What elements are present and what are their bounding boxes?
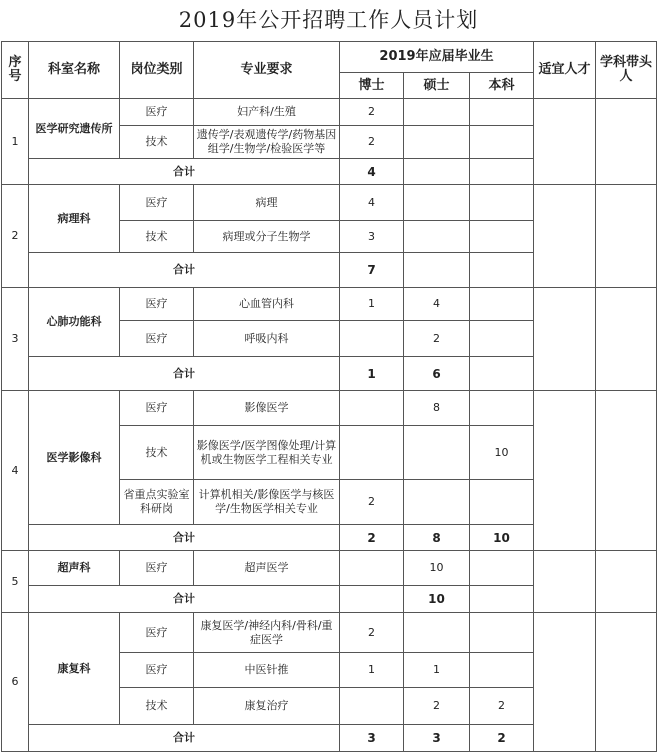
master-cell: 8 xyxy=(404,391,470,426)
talent-cell xyxy=(534,185,596,288)
header-talent: 适宜人才 xyxy=(534,42,596,99)
header-type: 岗位类别 xyxy=(120,42,194,99)
master-cell xyxy=(404,99,470,126)
total-label: 合计 xyxy=(29,525,340,551)
dept-cell: 病理科 xyxy=(29,185,120,253)
master-cell: 2 xyxy=(404,688,470,725)
dept-cell: 医学研究遗传所 xyxy=(29,99,120,159)
master-cell: 2 xyxy=(404,321,470,357)
total-bachelor xyxy=(470,159,534,185)
type-cell: 医疗 xyxy=(120,321,194,357)
major-cell: 心血管内科 xyxy=(194,288,340,321)
header-phd: 博士 xyxy=(340,73,404,99)
talent-cell xyxy=(534,551,596,613)
total-phd: 3 xyxy=(340,725,404,752)
major-cell: 中医针推 xyxy=(194,653,340,688)
bachelor-cell xyxy=(470,653,534,688)
bachelor-cell xyxy=(470,480,534,525)
total-master: 8 xyxy=(404,525,470,551)
talent-cell xyxy=(534,288,596,391)
header-dept: 科室名称 xyxy=(29,42,120,99)
total-label: 合计 xyxy=(29,586,340,613)
total-bachelor xyxy=(470,586,534,613)
leader-cell xyxy=(596,99,657,185)
total-master xyxy=(404,159,470,185)
dept-cell: 康复科 xyxy=(29,613,120,725)
table-row xyxy=(2,288,657,321)
seq-cell: 4 xyxy=(2,391,29,551)
talent-cell xyxy=(534,99,596,185)
bachelor-cell xyxy=(470,391,534,426)
page-title: 2019年公开招聘工作人员计划 xyxy=(178,8,479,32)
master-cell xyxy=(404,480,470,525)
total-phd: 7 xyxy=(340,253,404,288)
major-cell: 康复医学/神经内科/骨科/重症医学 xyxy=(194,613,340,653)
phd-cell xyxy=(340,688,404,725)
bachelor-cell xyxy=(470,185,534,221)
bachelor-cell: 2 xyxy=(470,688,534,725)
bachelor-cell: 10 xyxy=(470,426,534,480)
type-cell: 医疗 xyxy=(120,288,194,321)
phd-cell: 1 xyxy=(340,288,404,321)
phd-cell: 2 xyxy=(340,613,404,653)
type-cell: 技术 xyxy=(120,126,194,159)
major-cell: 呼吸内科 xyxy=(194,321,340,357)
type-cell: 技术 xyxy=(120,221,194,253)
total-label: 合计 xyxy=(29,159,340,185)
seq-cell: 6 xyxy=(2,613,29,752)
talent-cell xyxy=(534,613,596,752)
bachelor-cell xyxy=(470,551,534,586)
major-cell: 影像医学 xyxy=(194,391,340,426)
table-row xyxy=(2,391,657,426)
major-cell: 遗传学/表观遗传学/药物基因组学/生物学/检验医学等 xyxy=(194,126,340,159)
bachelor-cell xyxy=(470,99,534,126)
seq-cell: 3 xyxy=(2,288,29,391)
total-label: 合计 xyxy=(29,357,340,391)
phd-cell: 2 xyxy=(340,480,404,525)
major-cell: 超声医学 xyxy=(194,551,340,586)
type-cell: 医疗 xyxy=(120,99,194,126)
total-bachelor xyxy=(470,253,534,288)
major-cell: 计算机相关/影像医学与核医学/生物医学相关专业 xyxy=(194,480,340,525)
total-label: 合计 xyxy=(29,253,340,288)
total-bachelor xyxy=(470,357,534,391)
phd-cell: 1 xyxy=(340,653,404,688)
total-label: 合计 xyxy=(29,725,340,752)
seq-cell: 1 xyxy=(2,99,29,185)
bachelor-cell xyxy=(470,126,534,159)
table-row xyxy=(2,185,657,221)
phd-cell xyxy=(340,321,404,357)
leader-cell xyxy=(596,185,657,288)
type-cell: 技术 xyxy=(120,688,194,725)
table-row xyxy=(2,551,657,586)
type-cell: 医疗 xyxy=(120,653,194,688)
total-bachelor: 10 xyxy=(470,525,534,551)
recruitment-table xyxy=(1,41,657,752)
total-phd: 2 xyxy=(340,525,404,551)
phd-cell xyxy=(340,391,404,426)
major-cell: 康复治疗 xyxy=(194,688,340,725)
phd-cell: 3 xyxy=(340,221,404,253)
master-cell xyxy=(404,426,470,480)
master-cell xyxy=(404,126,470,159)
bachelor-cell xyxy=(470,613,534,653)
major-cell: 影像医学/医学图像处理/计算机或生物医学工程相关专业 xyxy=(194,426,340,480)
bachelor-cell xyxy=(470,288,534,321)
master-cell xyxy=(404,613,470,653)
header-major: 专业要求 xyxy=(194,42,340,99)
leader-cell xyxy=(596,391,657,551)
master-cell: 4 xyxy=(404,288,470,321)
total-bachelor: 2 xyxy=(470,725,534,752)
major-cell: 病理 xyxy=(194,185,340,221)
header-grads: 2019年应届毕业生 xyxy=(340,42,534,73)
phd-cell: 2 xyxy=(340,99,404,126)
major-cell: 妇产科/生殖 xyxy=(194,99,340,126)
leader-cell xyxy=(596,551,657,613)
phd-cell: 2 xyxy=(340,126,404,159)
type-cell: 医疗 xyxy=(120,391,194,426)
header-bachelor: 本科 xyxy=(470,73,534,99)
type-cell: 省重点实验室科研岗 xyxy=(120,480,194,525)
phd-cell xyxy=(340,551,404,586)
total-master: 10 xyxy=(404,586,470,613)
total-phd: 1 xyxy=(340,357,404,391)
total-master: 6 xyxy=(404,357,470,391)
type-cell: 技术 xyxy=(120,426,194,480)
leader-cell xyxy=(596,613,657,752)
total-master xyxy=(404,253,470,288)
master-cell: 10 xyxy=(404,551,470,586)
talent-cell xyxy=(534,391,596,551)
major-cell: 病理或分子生物学 xyxy=(194,221,340,253)
type-cell: 医疗 xyxy=(120,551,194,586)
total-master: 3 xyxy=(404,725,470,752)
type-cell: 医疗 xyxy=(120,613,194,653)
bachelor-cell xyxy=(470,221,534,253)
dept-cell: 医学影像科 xyxy=(29,391,120,525)
seq-cell: 2 xyxy=(2,185,29,288)
phd-cell: 4 xyxy=(340,185,404,221)
table-row xyxy=(2,613,657,653)
seq-cell: 5 xyxy=(2,551,29,613)
type-cell: 医疗 xyxy=(120,185,194,221)
master-cell xyxy=(404,221,470,253)
dept-cell: 心肺功能科 xyxy=(29,288,120,357)
header-leader: 学科带头人 xyxy=(596,42,657,99)
total-phd: 4 xyxy=(340,159,404,185)
total-phd xyxy=(340,586,404,613)
master-cell: 1 xyxy=(404,653,470,688)
master-cell xyxy=(404,185,470,221)
phd-cell xyxy=(340,426,404,480)
header-master: 硕士 xyxy=(404,73,470,99)
table-row xyxy=(2,99,657,126)
header-seq: 序号 xyxy=(2,42,29,99)
dept-cell: 超声科 xyxy=(29,551,120,586)
bachelor-cell xyxy=(470,321,534,357)
leader-cell xyxy=(596,288,657,391)
